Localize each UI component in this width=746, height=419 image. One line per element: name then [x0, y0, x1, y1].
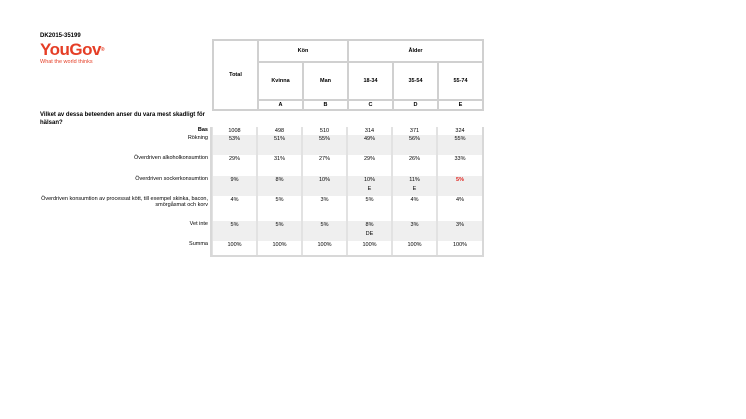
- row-label: Summa: [189, 241, 208, 247]
- cell-value: 8%: [275, 177, 284, 183]
- table-cell: [392, 135, 437, 155]
- table-cell: [437, 135, 482, 155]
- header-letter: C: [348, 100, 393, 110]
- cell-value: 33%: [454, 156, 466, 162]
- cell-value: 29%: [228, 156, 240, 162]
- table-cell: [302, 221, 347, 241]
- row-label: Vet inte: [189, 221, 208, 227]
- registered-mark: ®: [100, 47, 105, 53]
- table-cell: [257, 135, 302, 155]
- cell-value: 100%: [227, 242, 242, 248]
- table-row: [40, 155, 482, 176]
- cell-value: 5%: [275, 222, 284, 228]
- document-id: DK2015-35199: [40, 33, 81, 39]
- table-cell: [212, 127, 257, 135]
- table-cell: [347, 241, 392, 255]
- table-cell: [257, 221, 302, 241]
- cell-value: 10%: [363, 177, 375, 183]
- cell-value: 4%: [456, 197, 464, 203]
- table-cell: [392, 196, 437, 221]
- logo-wordmark: [40, 41, 104, 59]
- table-row: [40, 176, 482, 196]
- header-letter: D: [393, 100, 438, 110]
- table-cell: [212, 241, 257, 255]
- table-cell: [392, 221, 437, 241]
- table-cell: [302, 241, 347, 255]
- cell-value: 11%: [409, 177, 420, 183]
- cell-value: 27%: [318, 156, 330, 162]
- cell-value: 371: [409, 128, 420, 134]
- table-cell: [347, 155, 392, 176]
- significance-letter: E: [412, 186, 417, 192]
- cell-value: 100%: [272, 242, 287, 248]
- header-column: Man: [303, 62, 348, 100]
- table-cell: [437, 155, 482, 176]
- table-cell: [257, 127, 302, 135]
- table-cell: [347, 127, 392, 135]
- table-cell: [437, 221, 482, 241]
- cell-value: 5%: [320, 222, 329, 228]
- table-cell: [437, 196, 482, 221]
- table-cell: [392, 155, 437, 176]
- cell-value: 53%: [228, 136, 240, 142]
- table-cell: [392, 241, 437, 255]
- row-label: Rökning: [187, 135, 208, 141]
- table-cell: [347, 176, 392, 196]
- row-label: Överdriven sockerkonsumtion: [135, 176, 208, 182]
- table-row: [40, 221, 482, 241]
- significance-letter: DE: [365, 231, 374, 237]
- table-cell: [437, 176, 482, 196]
- table-cell: [347, 196, 392, 221]
- cell-value: 29%: [363, 156, 375, 162]
- table-row: [40, 241, 482, 255]
- cell-value: 100%: [317, 242, 332, 248]
- cell-value: 10%: [318, 177, 330, 183]
- header-column: 35-54: [393, 62, 438, 100]
- table-cell: [302, 176, 347, 196]
- table-cell: [437, 127, 482, 135]
- table-cell: [212, 221, 257, 241]
- cell-value: 8%: [365, 222, 374, 228]
- cell-value: 510: [319, 128, 330, 134]
- survey-question: Vilket av dessa beteenden anser du vara mest skadligt för hälsan?: [40, 112, 205, 126]
- table-cell: [302, 155, 347, 176]
- cell-value: 4%: [410, 197, 419, 203]
- table-cell: [347, 221, 392, 241]
- cell-value: 1008: [228, 128, 241, 134]
- table-cell: [302, 127, 347, 135]
- table-cell: [257, 241, 302, 255]
- cell-value: 55%: [454, 136, 466, 142]
- header-letter: B: [303, 100, 348, 110]
- table-cell: [302, 196, 347, 221]
- table-cell: [212, 135, 257, 155]
- cell-value: 100%: [407, 242, 422, 248]
- logo-tagline: What the world thinks: [40, 59, 93, 65]
- cell-value: 100%: [362, 242, 377, 248]
- table-cell: [257, 176, 302, 196]
- cell-value: 5%: [275, 197, 284, 203]
- cell-value: 3%: [320, 197, 329, 203]
- header-letter: E: [438, 100, 483, 110]
- cell-value: 51%: [273, 136, 285, 142]
- row-label: Överdriven alkoholkonsumtion: [134, 155, 208, 161]
- header-letter: A: [258, 100, 303, 110]
- cell-value: 3%: [410, 222, 419, 228]
- column-header-table: [212, 39, 484, 111]
- results-table: [40, 127, 482, 255]
- significance-letter: E: [367, 186, 372, 192]
- cell-value-highlight: 5%: [456, 177, 464, 183]
- table-cell: [212, 155, 257, 176]
- cell-value: 26%: [408, 156, 420, 162]
- cell-value: 49%: [363, 136, 375, 142]
- cell-value: 314: [364, 128, 375, 134]
- table-cell: [212, 196, 257, 221]
- cell-value: 31%: [273, 156, 285, 162]
- cell-value: 100%: [452, 242, 468, 248]
- row-label: Bas: [197, 127, 208, 133]
- table-cell: [212, 176, 257, 196]
- header-column: 18-34: [348, 62, 393, 100]
- cell-value: 55%: [318, 136, 330, 142]
- header-total: Total: [213, 40, 258, 110]
- header-column: Kvinna: [258, 62, 303, 100]
- header-age-group: Ålder: [348, 40, 483, 62]
- yougov-logo: [40, 41, 104, 65]
- table-cell: [302, 135, 347, 155]
- cell-value: 498: [274, 128, 285, 134]
- table-cell: [392, 127, 437, 135]
- cell-value: 4%: [230, 197, 239, 203]
- cell-value: 9%: [230, 177, 239, 183]
- cell-value: 324: [455, 128, 465, 134]
- cell-value: 5%: [230, 222, 239, 228]
- table-cell: [257, 196, 302, 221]
- cell-value: 5%: [365, 197, 374, 203]
- table-cell: [257, 155, 302, 176]
- cell-value: 3%: [456, 222, 464, 228]
- logo-text: YouGov: [40, 40, 101, 59]
- table-cell: [347, 135, 392, 155]
- cell-value: 56%: [408, 136, 420, 142]
- table-row: [40, 135, 482, 155]
- table-row: [40, 127, 482, 135]
- header-gender-group: Kön: [258, 40, 348, 62]
- table-row: [40, 196, 482, 221]
- row-label: Överdriven konsumtion av processat kött, till exempel skinka, bacon, smörgåsmat och korv: [41, 196, 208, 208]
- header-column: 55-74: [438, 62, 483, 100]
- table-cell: [392, 176, 437, 196]
- table-cell: [437, 241, 482, 255]
